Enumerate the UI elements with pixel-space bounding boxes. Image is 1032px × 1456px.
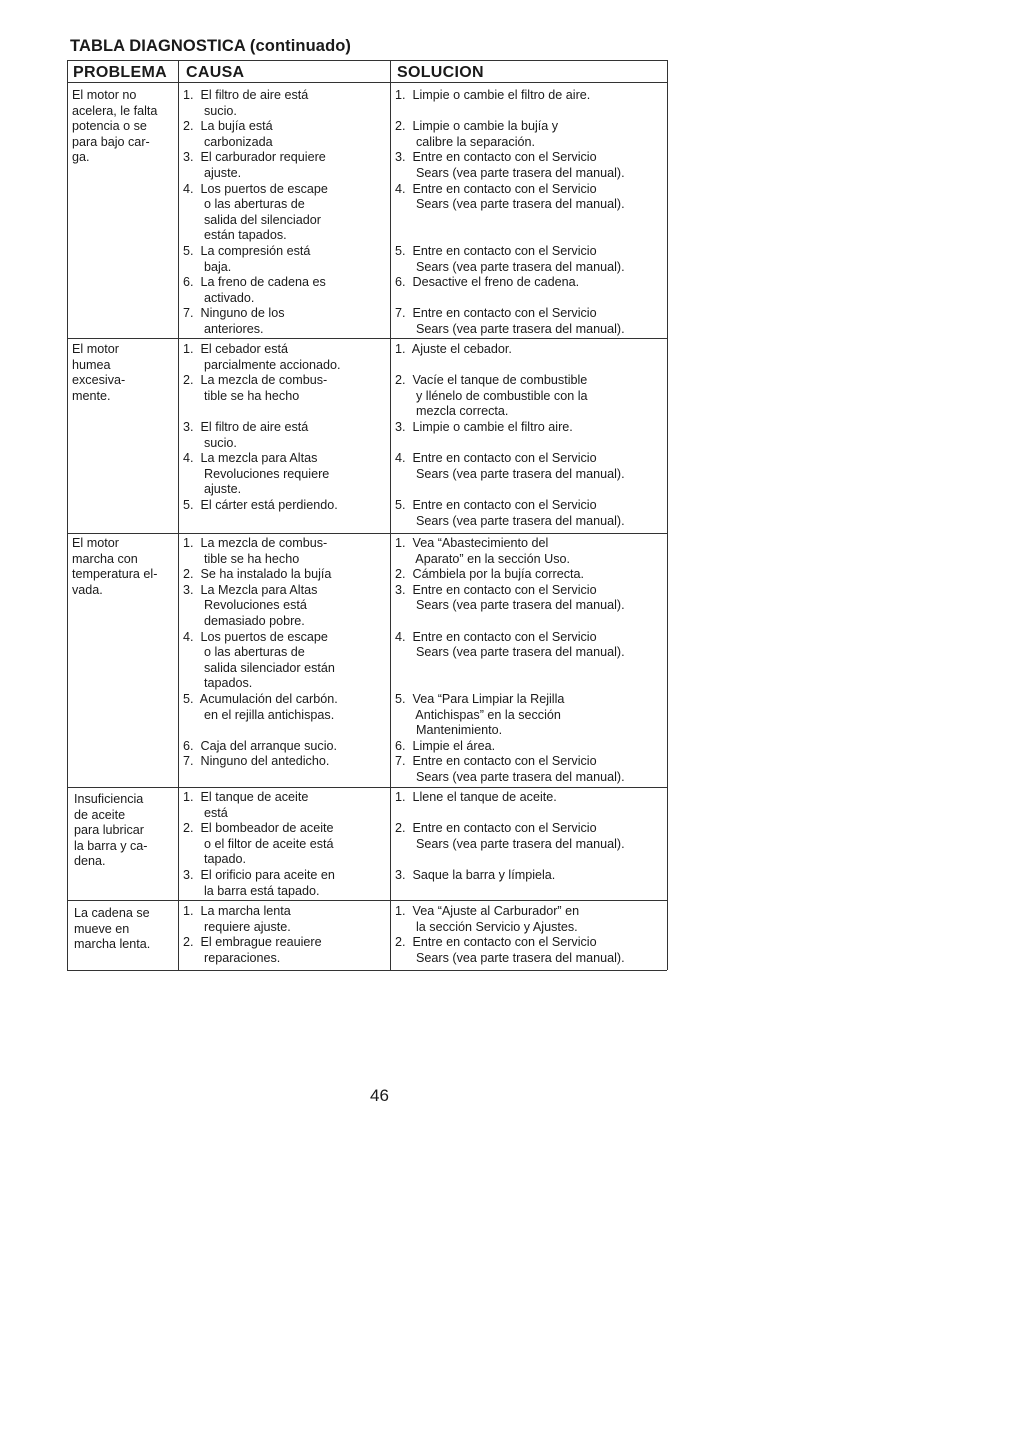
header-problema: PROBLEMA xyxy=(73,64,167,81)
problem-cell: El motor no acelera, le falta potencia o se para bajo car- ga. xyxy=(72,88,158,165)
cause-cell: 1. El cebador está parcialmente accionado. 2. La mezcla de combus- tible se ha hecho 3. El filtro de aire está sucio. 4. La mezcla para Altas Revoluciones requiere ajuste. 5. El cárter está perdiendo. xyxy=(183,342,341,512)
solution-cell: 1. Limpie o cambie el filtro de aire. 2. Limpie o cambie la bujía y calibre la separación. 3. Entre en contacto con el Servicio Sears (vea parte trasera del manual). 4. Entre en contacto con el Servicio Sears (vea parte trasera del manual). 5. Entre en contacto con el Servicio Sears (vea parte trasera del manual). 6. Desactive el freno de cadena. 7. Entre en contacto con el Servicio Sears (vea parte trasera del manual). xyxy=(395,88,625,336)
row-divider xyxy=(67,533,667,534)
table-left-border xyxy=(67,60,68,970)
header-causa: CAUSA xyxy=(186,64,245,81)
table-bottom-border xyxy=(67,970,667,971)
solution-cell: 1. Vea “Abastecimiento del Aparato” en la sección Uso. 2. Cámbiela por la bujía correcta. 3. Entre en contacto con el Servicio Sears (vea parte trasera del manual). 4. Entre en contacto con el Servicio Sears (vea parte trasera del manual). 5. Vea “Para Limpiar la Rejilla Antichispas” en la sección Mantenimiento. 6. Limpie el área. 7. Entre en contacto con el Servicio Sears (vea parte trasera del manual). xyxy=(395,536,625,784)
table-top-border xyxy=(67,60,667,61)
column-divider xyxy=(178,60,179,970)
problem-cell: El motor marcha con temperatura el- vada. xyxy=(72,536,158,597)
cause-cell: 1. El tanque de aceite está 2. El bombeador de aceite o el filtor de aceite está tapado. 3. El orificio para aceite en la barra está tapado. xyxy=(183,790,335,898)
cause-cell: 1. El filtro de aire está sucio. 2. La bujía está carbonizada 3. El carburador requiere ajuste. 4. Los puertos de escape o las aberturas de salida del silenciador están tapados. 5. La compresión está baja. 6. La freno de cadena es activado. 7. Ninguno de los anteriores. xyxy=(183,88,328,336)
row-divider xyxy=(67,338,667,339)
page-title: TABLA DIAGNOSTICA (continuado) xyxy=(70,37,352,55)
solution-cell: 1. Vea “Ajuste al Carburador” en la sección Servicio y Ajustes. 2. Entre en contacto con el Servicio Sears (vea parte trasera del manual). xyxy=(395,904,625,965)
cause-cell: 1. La mezcla de combus- tible se ha hecho 2. Se ha instalado la bujía 3. La Mezcla para Altas Revoluciones está demasiado pobre. 4. Los puertos de escape o las aberturas de salida silenciador están tapados. 5. Acumulación del carbón. en el rejilla antichispas. 6. Caja del arranque sucio. 7. Ninguno del antedicho. xyxy=(183,536,338,769)
table-right-border xyxy=(667,60,668,970)
solution-cell: 1. Ajuste el cebador. 2. Vacíe el tanque de combustible y llénelo de combustible con la mezcla correcta. 3. Limpie o cambie el filtro aire. 4. Entre en contacto con el Servicio Sears (vea parte trasera del manual). 5. Entre en contacto con el Servicio Sears (vea parte trasera del manual). xyxy=(395,342,625,528)
column-divider xyxy=(390,60,391,970)
row-divider xyxy=(67,787,667,788)
page-number: 46 xyxy=(370,1086,389,1105)
problem-cell: El motor humea excesiva- mente. xyxy=(72,342,126,403)
header-bottom-border xyxy=(67,82,667,83)
solution-cell: 1. Llene el tanque de aceite. 2. Entre en contacto con el Servicio Sears (vea parte trasera del manual). 3. Saque la barra y límpiela. xyxy=(395,790,625,882)
row-divider xyxy=(67,900,667,901)
problem-cell: La cadena se mueve en marcha lenta. xyxy=(74,906,151,952)
diagnostic-table xyxy=(67,60,667,970)
header-solucion: SOLUCION xyxy=(397,64,484,81)
problem-cell: Insuficiencia de aceite para lubricar la barra y ca- dena. xyxy=(74,792,148,869)
cause-cell: 1. La marcha lenta requiere ajuste. 2. El embrague reauiere reparaciones. xyxy=(183,904,322,965)
